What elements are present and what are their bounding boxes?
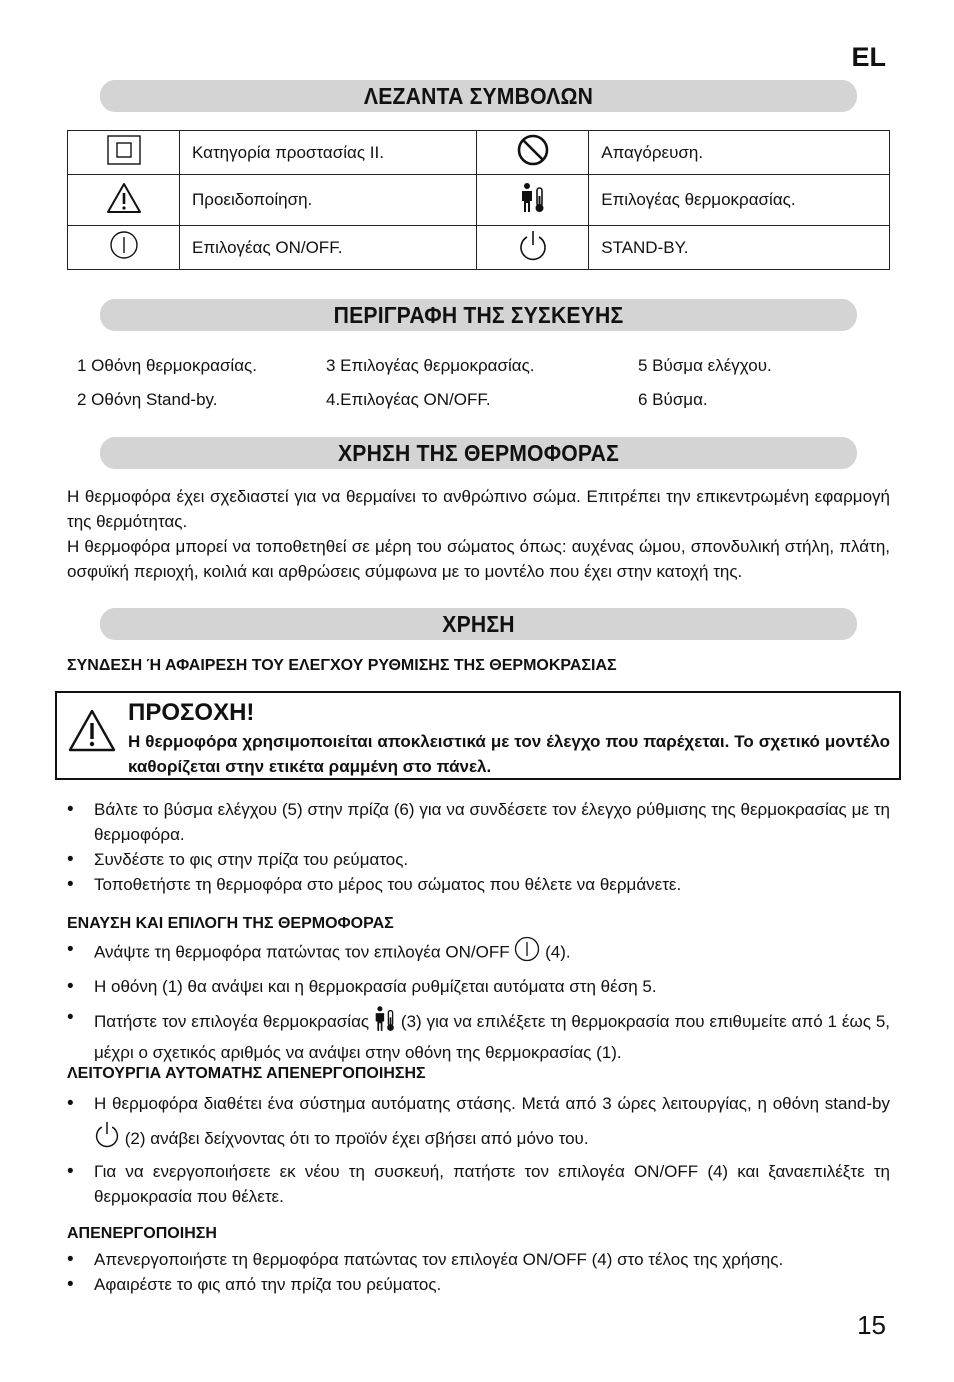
part-item: 3 Επιλογέας θερμοκρασίας. <box>326 356 535 375</box>
auto-off-subtitle: ΛΕΙΤΟΥΡΓΙΑ ΑΥΤΟΜΑΤΗΣ ΑΠΕΝΕΡΓΟΠΟΙΗΣΗΣ <box>67 1065 426 1082</box>
temperature-selector-icon <box>477 175 589 226</box>
part-item: 6 Βύσμα. <box>638 390 708 409</box>
table-row <box>68 175 890 226</box>
list-item <box>67 1088 890 1159</box>
warning-box <box>55 691 901 780</box>
symbol-label: Επιλογέας ON/OFF. <box>180 226 477 270</box>
part-item: 2 Οθόνη Stand-by. <box>77 390 218 409</box>
description-section-title: ΠΕΡΙΓΡΑΦΗ ΤΗΣ ΣΥΣΚΕΥΗΣ <box>100 299 857 331</box>
list-item-text: Ανάψτε τη θερμοφόρα πατώντας τον επιλογέα ON/OFF <box>94 942 510 962</box>
warning-icon <box>68 709 116 758</box>
list-item: • Η οθόνη (1) θα ανάψει και η θερμοκρασία ρυθμίζεται αυτόματα στη θέση 5. <box>67 974 890 999</box>
part-item: 4.Επιλογέας ON/OFF. <box>326 390 491 409</box>
standby-icon <box>94 1120 120 1159</box>
prohibition-icon <box>477 131 589 175</box>
list-item-text: (4). <box>545 942 571 962</box>
connect-subtitle: ΣΥΝΔΕΣΗ Ή ΑΦΑΙΡΕΣΗ ΤΟΥ ΕΛΕΓΧΟΥ ΡΥΘΜΙΣΗΣ ΤΗΣ ΘΕΡΜΟΚΡΑΣΙΑΣ <box>67 657 617 674</box>
part-item: 5 Βύσμα ελέγχου. <box>638 356 772 375</box>
part-item: 1 Οθόνη θερμοκρασίας. <box>77 356 257 375</box>
table-row <box>68 131 890 175</box>
use-section-title: ΧΡΗΣΗ <box>100 608 857 640</box>
warning-title: ΠΡΟΣΟΧΗ! <box>128 699 255 726</box>
list-item <box>67 936 890 970</box>
list-item: • Απενεργοποιήστε τη θερμοφόρα πατώντας τον επιλογέα ON/OFF (4) στο τέλος της χρήσης. <box>67 1247 890 1272</box>
warning-text: Η θερμοφόρα χρησιμοποιείται αποκλειστικά με τον έλεγχο που παρέχεται. Το σχετικό μοντέλο καθορίζεται στην ετικέτα ραμμένη στο πάνελ. <box>128 732 890 776</box>
connect-list <box>67 797 890 897</box>
on-off-icon <box>514 936 540 970</box>
table-row <box>68 226 890 270</box>
warning-icon <box>68 175 180 226</box>
on-off-icon <box>68 226 180 270</box>
list-item: • Βάλτε το βύσμα ελέγχου (5) στην πρίζα (6) για να συνδέσετε τον έλεγχο ρύθμισης της θερμοκρασίας με τη θερμοφόρα. <box>67 797 890 847</box>
switch-on-list <box>67 936 890 1065</box>
list-item: • Συνδέστε το φις στην πρίζα του ρεύματος. <box>67 847 890 872</box>
page-number: 15 <box>857 1310 886 1340</box>
symbol-label: Κατηγορία προστασίας II. <box>180 131 477 175</box>
usage-section-title: ΧΡΗΣΗ ΤΗΣ ΘΕΡΜΟΦΟΡΑΣ <box>100 437 857 469</box>
language-code: EL <box>851 42 886 72</box>
symbol-label: Απαγόρευση. <box>589 131 890 175</box>
symbol-label: Επιλογέας θερμοκρασίας. <box>589 175 890 226</box>
deactivate-subtitle: ΑΠΕΝΕΡΓΟΠΟΙΗΣΗ <box>67 1225 217 1242</box>
class-ii-icon <box>68 131 180 175</box>
deactivate-list <box>67 1247 890 1297</box>
usage-paragraph: Η θερμοφόρα έχει σχεδιαστεί για να θερμαίνει το ανθρώπινο σώμα. Επιτρέπει την επικεντρωμένη εφαρμογή της θερμότητας. <box>67 487 890 531</box>
auto-off-list <box>67 1088 890 1209</box>
list-item <box>67 1005 890 1065</box>
temperature-selector-icon <box>374 1005 396 1040</box>
list-item-text: (2) ανάβει δείχνοντας ότι το προϊόν έχει σβήσει από μόνο του. <box>124 1128 589 1148</box>
list-item-text: Η θερμοφόρα διαθέτει ένα σύστημα αυτόματης στάσης. Μετά από 3 ώρες λειτουργίας, η οθόνη stand-by <box>94 1094 890 1113</box>
list-item-text: Πατήστε τον επιλογέα θερμοκρασίας <box>94 1011 370 1031</box>
standby-icon <box>477 226 589 270</box>
symbol-label: STAND-BY. <box>589 226 890 270</box>
list-item: • Τοποθετήστε τη θερμοφόρα στο μέρος του σώματος που θέλετε να θερμάνετε. <box>67 872 890 897</box>
list-item: • Αφαιρέστε το φις από την πρίζα του ρεύματος. <box>67 1272 890 1297</box>
list-item: • Για να ενεργοποιήσετε εκ νέου τη συσκευή, πατήστε τον επιλογέα ON/OFF (4) και ξαναεπιλέξτε τη θερμοκρασία που θέλετε. <box>67 1159 890 1209</box>
symbol-label: Προειδοποίηση. <box>180 175 477 226</box>
list-item-text: (3) για να επιλέξετε τη θερμοκρασία που επιθυμείτε από 1 έως 5, μέχρι ο σχετικός αριθμός να ανάψει στην οθόνη της θερμοκρασίας (1). <box>94 1011 890 1062</box>
symbols-table <box>67 130 890 270</box>
switch-on-subtitle: ΕΝΑΥΣΗ ΚΑΙ ΕΠΙΛΟΓΗ ΤΗΣ ΘΕΡΜΟΦΟΡΑΣ <box>67 915 394 932</box>
usage-paragraph: Η θερμοφόρα μπορεί να τοποθετηθεί σε μέρη του σώματος όπως: αυχένας ώμου, σπονδυλική στήλη, πλάτη, οσφυϊκή περιοχή, κοιλιά και αρθρώσεις σύμφωνα με το μοντέλο που έχει στην κατοχή της. <box>67 537 890 581</box>
legend-section-title: ΛΕΖΑΝΤΑ ΣΥΜΒΟΛΩΝ <box>100 80 857 112</box>
